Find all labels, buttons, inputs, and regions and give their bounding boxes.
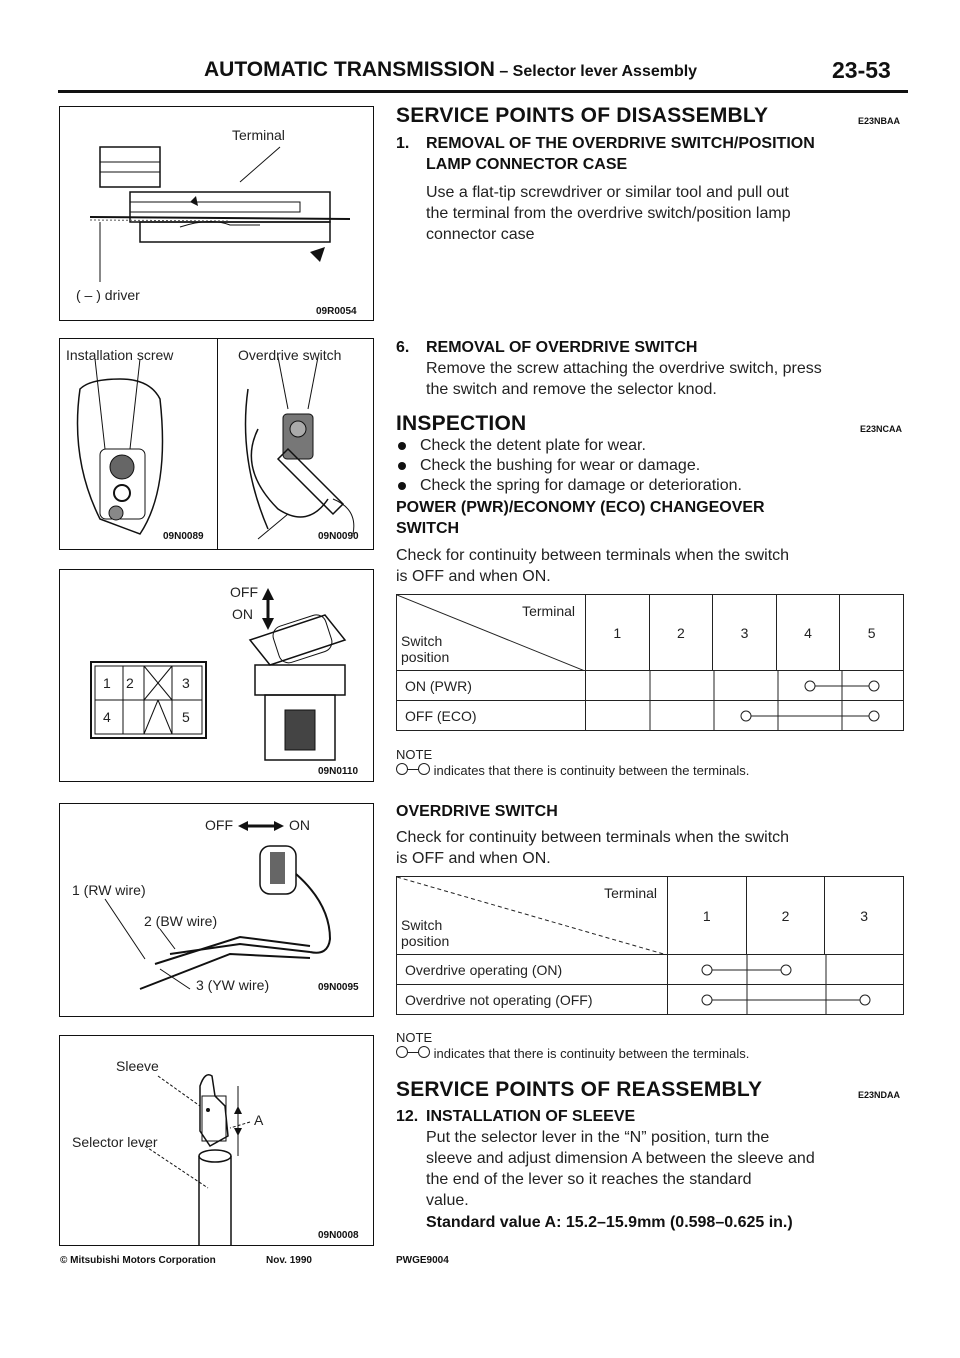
figure-terminal-driver bbox=[59, 106, 374, 321]
continuity-marks bbox=[586, 701, 906, 731]
column-header: 3 bbox=[713, 595, 777, 671]
figure-code: 09N0089 bbox=[163, 531, 204, 542]
step-12-text: Put the selector lever in the “N” position, turn the bbox=[426, 1129, 770, 1146]
row-label: OFF (ECO) bbox=[397, 701, 586, 731]
terminal-number: 5 bbox=[182, 709, 190, 725]
step-title: LAMP CONNECTOR CASE bbox=[426, 156, 628, 173]
column-header: 3 bbox=[825, 877, 904, 955]
section-heading-inspection: INSPECTION bbox=[396, 412, 527, 435]
step-6-heading bbox=[396, 337, 697, 358]
table-corner bbox=[397, 595, 586, 671]
corner-position: position bbox=[401, 933, 450, 949]
table-corner bbox=[397, 877, 668, 955]
corner-terminal: Terminal bbox=[522, 603, 575, 619]
continuity-table-pwr-eco bbox=[396, 594, 904, 731]
label-overdrive-switch: Overdrive switch bbox=[238, 347, 342, 363]
overdrive-text: Check for continuity between terminals when the switch bbox=[396, 829, 790, 846]
row-label: Overdrive not operating (OFF) bbox=[397, 985, 668, 1015]
figure-pwr-eco-switch bbox=[59, 569, 374, 782]
footer-copyright: © Mitsubishi Motors Corporation bbox=[60, 1255, 216, 1266]
column-header: 2 bbox=[649, 595, 713, 671]
figure-sleeve bbox=[59, 1035, 374, 1246]
step-12-text: sleeve and adjust dimension A between the sleeve and bbox=[426, 1150, 815, 1167]
continuity-table-overdrive bbox=[396, 876, 904, 1015]
standard-value: Standard value A: 15.2–15.9mm (0.598–0.625 in.) bbox=[426, 1214, 793, 1231]
continuity-symbol bbox=[396, 1046, 430, 1058]
step-title: INSTALLATION OF SLEEVE bbox=[426, 1108, 636, 1125]
figure-installation-screw bbox=[59, 338, 220, 550]
continuity-marks bbox=[586, 671, 906, 701]
pwr-eco-heading: POWER (PWR)/ECONOMY (ECO) CHANGEOVER bbox=[396, 499, 765, 516]
figure-overdrive-wires bbox=[59, 803, 374, 1017]
terminal-number: 3 bbox=[182, 675, 190, 691]
step-number: 12. bbox=[396, 1108, 419, 1125]
label-installation-screw: Installation screw bbox=[66, 347, 174, 363]
step-title: REMOVAL OF THE OVERDRIVE SWITCH/POSITION bbox=[426, 135, 815, 152]
note-title: NOTE bbox=[396, 1030, 433, 1045]
terminal-number: 4 bbox=[103, 709, 111, 725]
figure-code: 09N0008 bbox=[318, 1230, 359, 1241]
label-off: OFF bbox=[230, 584, 258, 600]
step-12-text: value. bbox=[426, 1192, 469, 1209]
section-heading-disassembly: SERVICE POINTS OF DISASSEMBLY bbox=[396, 104, 769, 127]
label-selector-lever: Selector lever bbox=[72, 1134, 158, 1150]
corner-switch: Switch bbox=[401, 917, 443, 933]
title-main: AUTOMATIC TRANSMISSION bbox=[204, 58, 495, 81]
section-code: E23NCAA bbox=[860, 424, 903, 434]
note-title: NOTE bbox=[396, 747, 433, 762]
figure-code: 09N0095 bbox=[318, 982, 359, 993]
step-number: 1. bbox=[396, 135, 410, 152]
column-header: 4 bbox=[776, 595, 840, 671]
overdrive-text: is OFF and when ON. bbox=[396, 850, 551, 867]
step-1-text: Use a flat-tip screwdriver or similar tool and pull out bbox=[426, 184, 789, 201]
column-header: 1 bbox=[586, 595, 650, 671]
note-body: indicates that there is continuity between the terminals. bbox=[433, 1046, 750, 1061]
corner-switch: Switch bbox=[401, 633, 443, 649]
continuity-cell bbox=[668, 985, 904, 1015]
continuity-cell bbox=[668, 955, 904, 985]
note-text bbox=[396, 763, 749, 779]
step-1-heading bbox=[396, 133, 815, 154]
step-1-text: the terminal from the overdrive switch/position lamp bbox=[426, 205, 791, 222]
selector-knob-drawing bbox=[60, 339, 219, 549]
label-wire-3: 3 (YW wire) bbox=[196, 977, 270, 993]
step-6-text: the switch and remove the selector knod. bbox=[426, 381, 717, 398]
section-code: E23NBAA bbox=[858, 116, 901, 126]
continuity-symbol bbox=[396, 763, 430, 775]
inspection-bullet: Check the detent plate for wear. bbox=[398, 436, 646, 456]
column-header: 2 bbox=[746, 877, 825, 955]
section-heading-reassembly: SERVICE POINTS OF REASSEMBLY bbox=[396, 1078, 763, 1101]
row-label: Overdrive operating (ON) bbox=[397, 955, 668, 985]
continuity-marks bbox=[668, 985, 906, 1015]
footer-doc-code: PWGE9004 bbox=[396, 1255, 449, 1266]
footer-date: Nov. 1990 bbox=[266, 1255, 312, 1266]
label-a: A bbox=[254, 1112, 264, 1128]
section-code: E23NDAA bbox=[858, 1090, 901, 1100]
terminal-number: 2 bbox=[126, 675, 134, 691]
step-number: 6. bbox=[396, 339, 410, 356]
corner-terminal: Terminal bbox=[604, 885, 657, 901]
label-on: ON bbox=[289, 817, 310, 833]
column-header: 5 bbox=[840, 595, 904, 671]
pwr-eco-text: is OFF and when ON. bbox=[396, 568, 551, 585]
label-off: OFF bbox=[205, 817, 233, 833]
figure-code: 09R0054 bbox=[316, 306, 357, 317]
step-12-heading bbox=[396, 1106, 635, 1127]
title-sub: – Selector lever Assembly bbox=[494, 63, 698, 80]
inspection-bullet: Check the spring for damage or deterioration. bbox=[398, 476, 742, 496]
label-wire-2: 2 (BW wire) bbox=[144, 913, 218, 929]
figure-code: 09N0090 bbox=[318, 531, 359, 542]
overdrive-switch-drawing bbox=[218, 339, 373, 549]
continuity-marks bbox=[668, 955, 906, 985]
step-12-text: the end of the lever so it reaches the standard bbox=[426, 1171, 752, 1188]
header-rule bbox=[58, 90, 908, 93]
label-wire-1: 1 (RW wire) bbox=[72, 882, 146, 898]
overdrive-heading: OVERDRIVE SWITCH bbox=[396, 803, 558, 820]
note-text bbox=[396, 1046, 749, 1062]
terminal-number: 1 bbox=[103, 675, 111, 691]
pwr-eco-heading-cont: SWITCH bbox=[396, 520, 460, 537]
step-1-heading-cont bbox=[426, 154, 627, 175]
continuity-cell bbox=[586, 701, 904, 731]
figure-code: 09N0110 bbox=[318, 766, 359, 777]
pwr-eco-text: Check for continuity between terminals when the switch bbox=[396, 547, 790, 564]
label-on: ON bbox=[232, 606, 253, 622]
label-driver: ( – ) driver bbox=[76, 287, 140, 303]
figure-overdrive-switch bbox=[217, 338, 374, 550]
label-terminal: Terminal bbox=[232, 127, 285, 143]
continuity-cell bbox=[586, 671, 904, 701]
note-body: indicates that there is continuity between the terminals. bbox=[433, 763, 750, 778]
page-number: 23-53 bbox=[832, 57, 891, 83]
step-1-text: connector case bbox=[426, 226, 535, 243]
label-sleeve: Sleeve bbox=[116, 1058, 159, 1074]
corner-position: position bbox=[401, 649, 450, 665]
step-6-text: Remove the screw attaching the overdrive switch, press bbox=[426, 360, 822, 377]
inspection-bullet: Check the bushing for wear or damage. bbox=[398, 456, 700, 476]
page-title bbox=[204, 58, 697, 82]
row-label: ON (PWR) bbox=[397, 671, 586, 701]
column-header: 1 bbox=[668, 877, 747, 955]
step-title: REMOVAL OF OVERDRIVE SWITCH bbox=[426, 339, 698, 356]
